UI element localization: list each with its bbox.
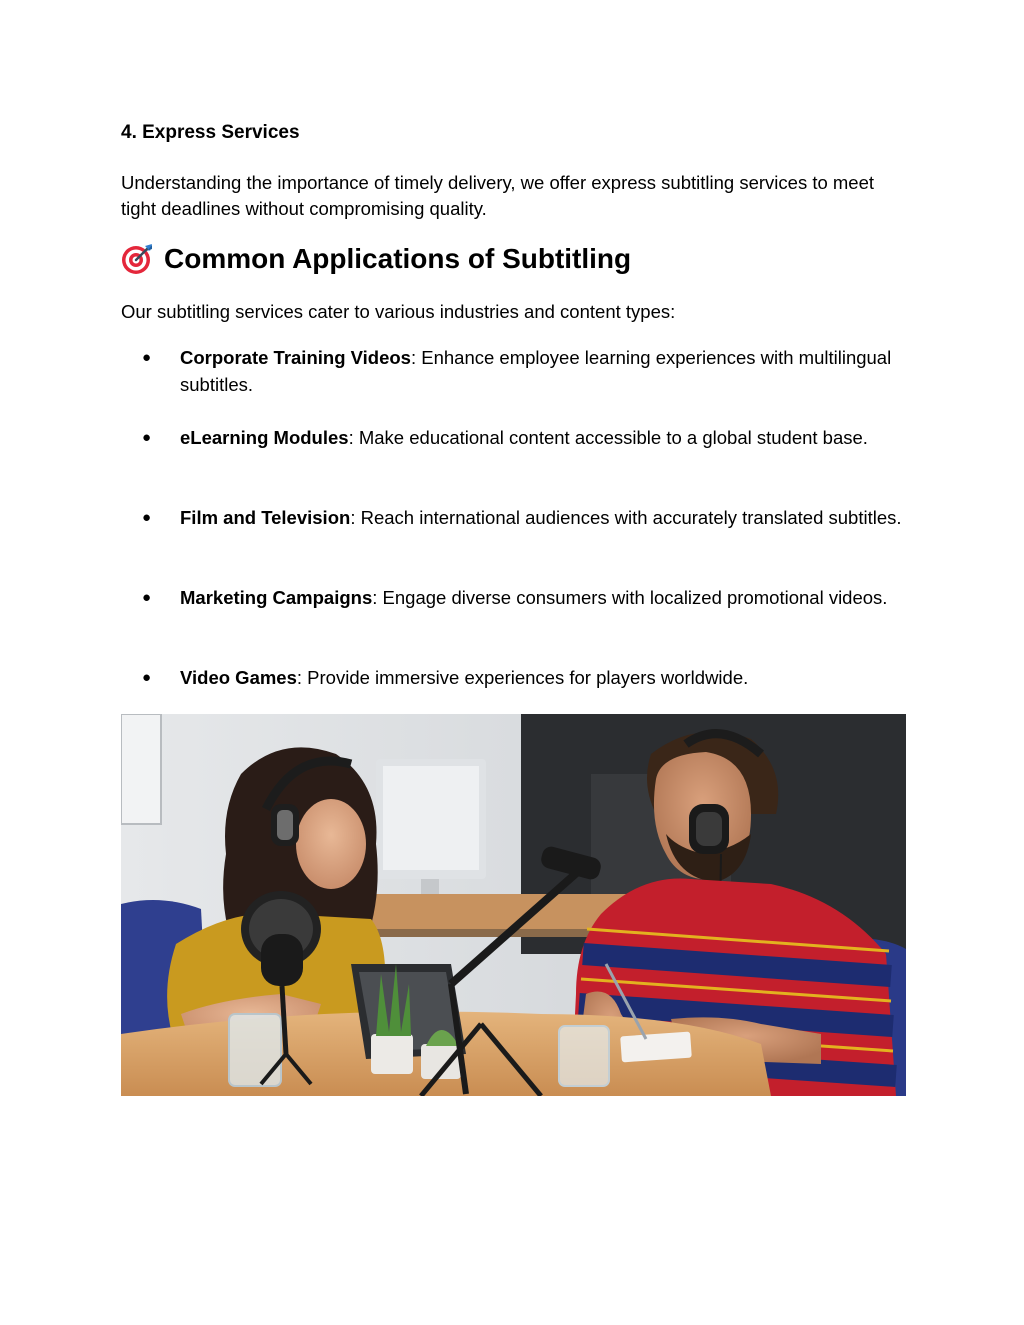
list-item [121, 665, 906, 718]
bullet-icon: ● [142, 429, 152, 446]
list-item-term: eLearning Modules [180, 427, 349, 448]
bullet-icon: ● [142, 669, 152, 686]
bullet-icon: ● [142, 509, 152, 526]
bullet-icon: ● [142, 349, 152, 366]
bullet-icon: ● [142, 589, 152, 606]
list-item-desc: : Reach international audiences with accurately translated subtitles. [350, 507, 902, 528]
applications-heading-text: Common Applications of Subtitling [164, 243, 632, 274]
list-item-term: Video Games [180, 667, 297, 688]
applications-intro: Our subtitling services cater to various industries and content types: [121, 301, 676, 322]
applications-heading [121, 239, 631, 279]
podcast-studio-photo [121, 714, 906, 1096]
target-icon [121, 243, 153, 275]
express-services-paragraph: Understanding the importance of timely delivery, we offer express subtitling services to meet tight deadlines without compromising quality. [121, 172, 875, 219]
list-item-term: Marketing Campaigns [180, 587, 373, 608]
list-item [121, 505, 906, 558]
list-item [121, 345, 906, 398]
express-services-heading: 4. Express Services [121, 122, 300, 143]
applications-list [121, 345, 906, 745]
list-item [121, 585, 906, 638]
list-item-desc: : Engage diverse consumers with localized promotional videos. [372, 587, 888, 608]
list-item-desc: : Make educational content accessible to a global student base. [348, 427, 868, 448]
list-item-desc: : Enhance employee learning experiences with multilingual subtitles. [180, 347, 892, 395]
list-item-desc: : Provide immersive experiences for players worldwide. [296, 667, 749, 688]
list-item-term: Film and Television [180, 507, 351, 528]
list-item [121, 425, 906, 478]
list-item-term: Corporate Training Videos [180, 347, 411, 368]
